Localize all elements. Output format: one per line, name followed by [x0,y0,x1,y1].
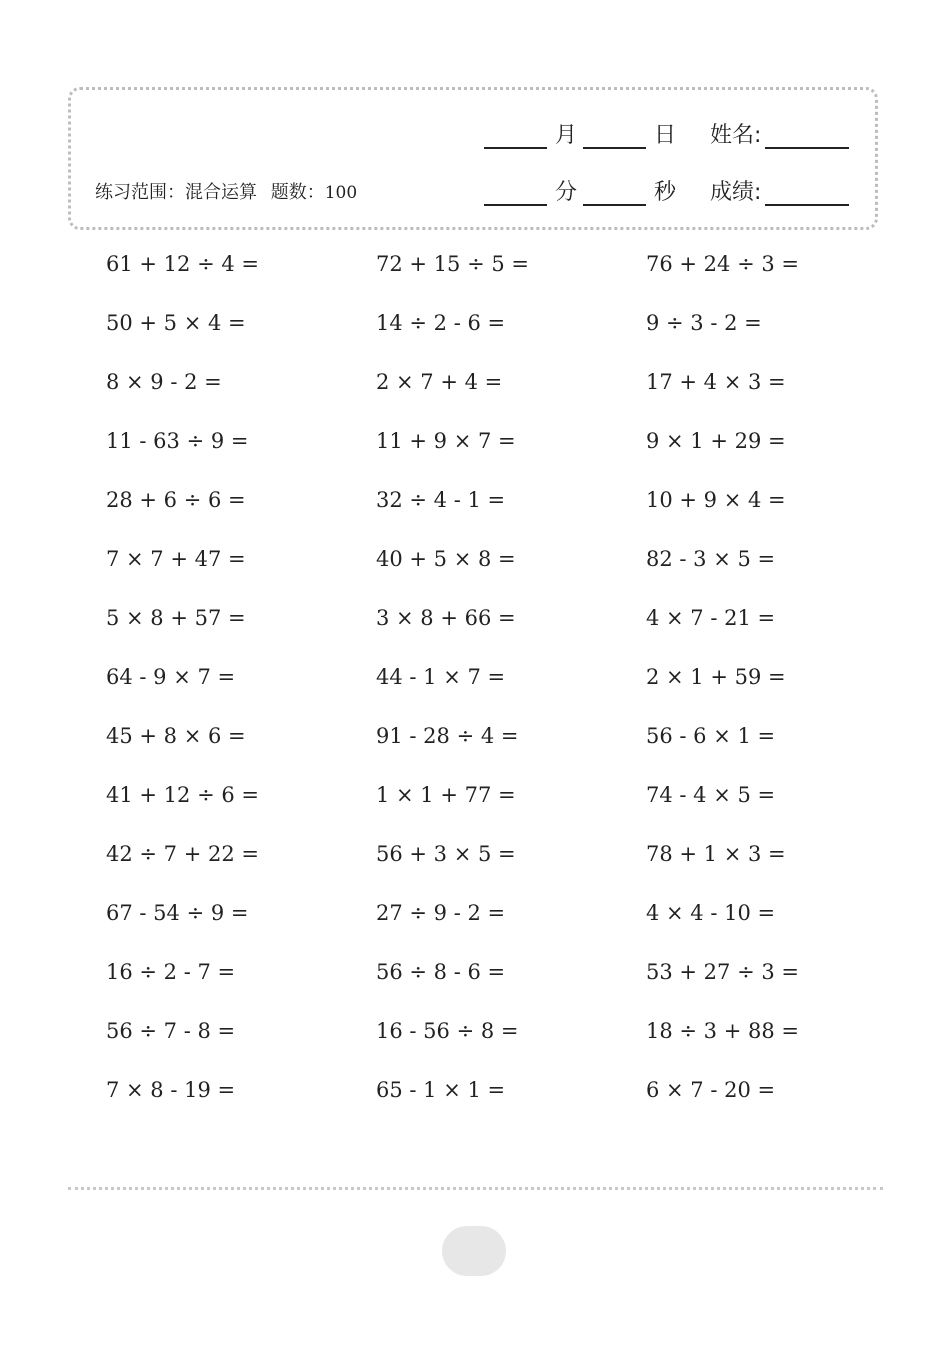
score-label: 成绩: [710,180,762,205]
problem-item: 56 + 3 × 5 = [376,842,516,866]
practice-range-label: 练习范围：混合运算 [95,182,257,203]
problem-item: 76 + 24 ÷ 3 = [646,252,799,276]
problem-item: 7 × 7 + 47 = [106,547,246,571]
name-label: 姓名: [710,123,762,148]
problem-count-label: 题数： [270,182,325,203]
problem-item: 72 + 15 ÷ 5 = [376,252,529,276]
problem-item: 2 × 1 + 59 = [646,665,786,689]
problem-item: 78 + 1 × 3 = [646,842,786,866]
problem-count: 100 [324,183,358,203]
problem-item: 2 × 7 + 4 = [376,370,503,394]
problem-item: 3 × 8 + 66 = [376,606,516,630]
minute-label: 分 [555,180,578,205]
problem-item: 14 ÷ 2 - 6 = [376,311,506,335]
footer-divider [68,1187,883,1190]
problem-item: 18 ÷ 3 + 88 = [646,1019,799,1043]
problem-item: 4 × 4 - 10 = [646,901,776,925]
problem-item: 7 × 8 - 19 = [106,1078,236,1102]
problem-item: 44 - 1 × 7 = [376,665,506,689]
problem-item: 16 - 56 ÷ 8 = [376,1019,519,1043]
problem-item: 45 + 8 × 6 = [106,724,246,748]
problem-item: 74 - 4 × 5 = [646,783,776,807]
problem-item: 32 ÷ 4 - 1 = [376,488,506,512]
problem-item: 11 + 9 × 7 = [376,429,516,453]
problem-item: 6 × 7 - 20 = [646,1078,776,1102]
problem-item: 8 × 9 - 2 = [106,370,222,394]
day-label: 日 [654,123,677,148]
problem-item: 9 × 1 + 29 = [646,429,786,453]
problem-item: 82 - 3 × 5 = [646,547,776,571]
problem-item: 40 + 5 × 8 = [376,547,516,571]
problem-item: 67 - 54 ÷ 9 = [106,901,249,925]
problem-item: 28 + 6 ÷ 6 = [106,488,246,512]
problem-item: 41 + 12 ÷ 6 = [106,783,259,807]
problem-item: 91 - 28 ÷ 4 = [376,724,519,748]
problem-item: 9 ÷ 3 - 2 = [646,311,762,335]
problem-item: 65 - 1 × 1 = [376,1078,506,1102]
second-label: 秒 [654,180,677,205]
problem-item: 16 ÷ 2 - 7 = [106,960,236,984]
problem-item: 17 + 4 × 3 = [646,370,786,394]
problem-item: 56 ÷ 8 - 6 = [376,960,506,984]
month-label: 月 [555,123,578,148]
problem-item: 56 ÷ 7 - 8 = [106,1019,236,1043]
problem-item: 4 × 7 - 21 = [646,606,776,630]
problem-item: 61 + 12 ÷ 4 = [106,252,259,276]
problem-item: 56 - 6 × 1 = [646,724,776,748]
problem-item: 27 ÷ 9 - 2 = [376,901,506,925]
problem-item: 10 + 9 × 4 = [646,488,786,512]
problem-item: 11 - 63 ÷ 9 = [106,429,249,453]
problem-item: 1 × 1 + 77 = [376,783,516,807]
page-number-badge [442,1226,506,1276]
problem-item: 5 × 8 + 57 = [106,606,246,630]
problem-item: 42 ÷ 7 + 22 = [106,842,259,866]
problem-item: 50 + 5 × 4 = [106,311,246,335]
problem-item: 53 + 27 ÷ 3 = [646,960,799,984]
problem-item: 64 - 9 × 7 = [106,665,236,689]
